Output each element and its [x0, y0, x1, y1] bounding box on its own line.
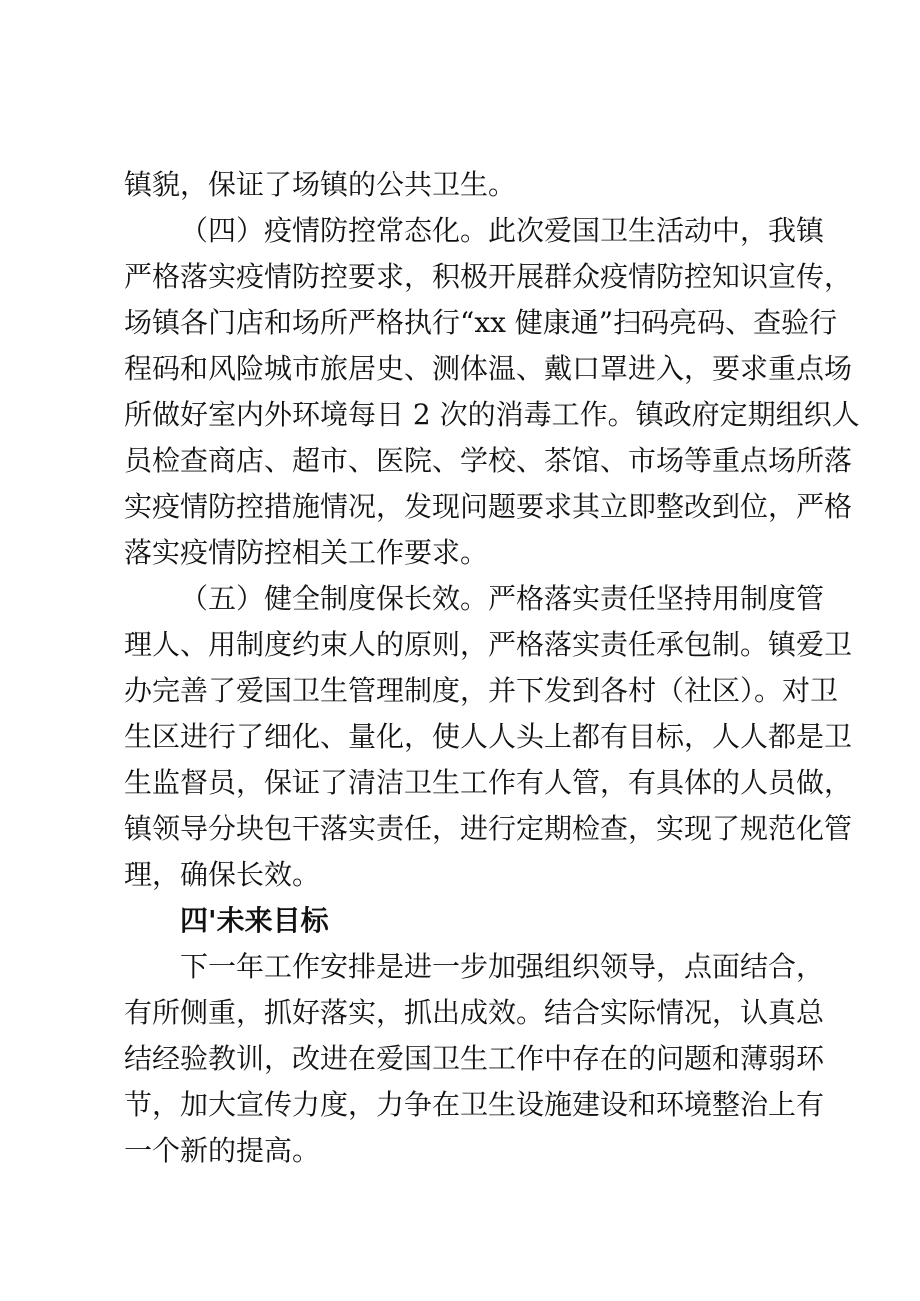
- text-line: 落实疫情防控相关工作要求。: [124, 536, 489, 569]
- text-line: 一个新的提高。: [124, 1134, 321, 1167]
- text-line: 严格落实疫情防控要求，积极开展群众疫情防控知识宣传，: [124, 260, 853, 293]
- section-title: 四'未来目标: [180, 904, 329, 937]
- text-line: 办完善了爱国卫生管理制度，并下发到各村（社区）。对卫: [124, 674, 839, 707]
- text-line: 理人、用制度约束人的原则，严格落实责任承包制。镇爱卫: [124, 628, 853, 661]
- section-heading-line: （四）疫情防控常态化。此次爱国卫生活动中，我镇: [180, 214, 825, 247]
- text-line: 理，确保长效。: [124, 858, 321, 891]
- text-line: 实疫情防控措施情况，发现问题要求其立即整改到位，严格: [124, 490, 853, 523]
- text-line: 镇貌，保证了场镇的公共卫生。: [124, 168, 517, 201]
- text-line: 结经验教训，改进在爱国卫生工作中存在的问题和薄弱环: [124, 1042, 825, 1075]
- text-line: 镇领导分块包干落实责任，进行定期检查，实现了规范化管: [124, 812, 853, 845]
- section-heading-line: （五）健全制度保长效。严格落实责任坚持用制度管: [180, 582, 825, 615]
- text-line: 有所侧重，抓好落实，抓出成效。结合实际情况，认真总: [124, 996, 825, 1029]
- text-line: 生区进行了细化、量化，使人人头上都有目标，人人都是卫: [124, 720, 853, 753]
- text-line: 生监督员，保证了清洁卫生工作有人管，有具体的人员做，: [124, 766, 853, 799]
- text-line: 场镇各门店和场所严格执行“xx 健康通”扫码亮码、查验行: [124, 306, 838, 339]
- text-line: 节，加大宣传力度，力争在卫生设施建设和环境整治上有: [124, 1088, 825, 1121]
- text-line: 员检查商店、超市、医院、学校、茶馆、市场等重点场所落: [124, 444, 853, 477]
- text-line: 程码和风险城市旅居史、测体温、戴口罩进入，要求重点场: [124, 352, 853, 385]
- text-line: 所做好室内外环境每日 2 次的消毒工作。镇政府定期组织人: [124, 398, 860, 431]
- text-line: 下一年工作安排是进一步加强组织领导，点面结合，: [180, 950, 825, 983]
